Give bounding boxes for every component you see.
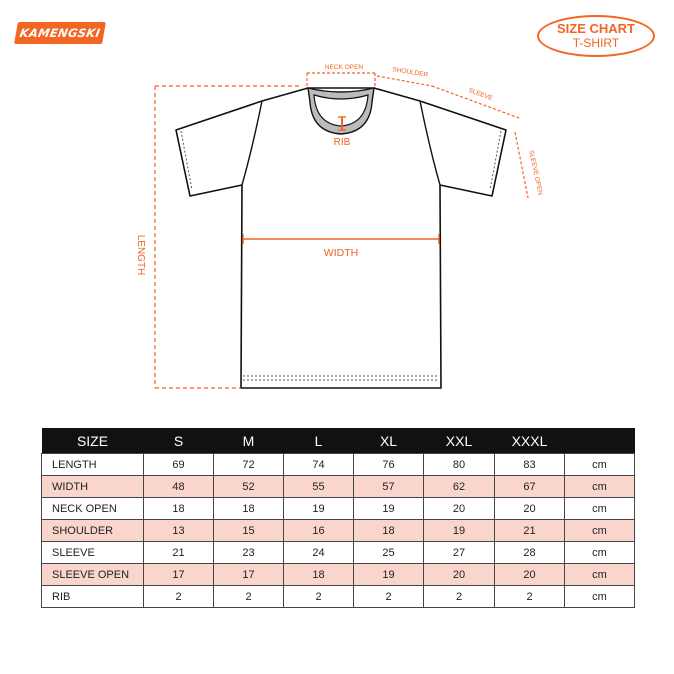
table-cell: 74 (284, 454, 354, 476)
sleeve-label: SLEEVE (467, 86, 494, 103)
header-size: SIZE (42, 428, 144, 454)
table-cell: 27 (424, 542, 495, 564)
table-cell: 62 (424, 476, 495, 498)
table-cell: 2 (424, 586, 495, 608)
table-row (42, 564, 635, 586)
table-cell: 25 (354, 542, 424, 564)
row-label: WIDTH (42, 476, 144, 498)
table-cell: 19 (424, 520, 495, 542)
table-cell: 2 (144, 586, 214, 608)
table-cell: 19 (354, 564, 424, 586)
header-xxl: XXL (424, 428, 495, 454)
shoulder-label: SHOULDER (391, 66, 429, 79)
header-s: S (144, 428, 214, 454)
table-cell: 2 (214, 586, 284, 608)
header-m: M (214, 428, 284, 454)
header-l: L (284, 428, 354, 454)
table-cell: 21 (144, 542, 214, 564)
row-label: SHOULDER (42, 520, 144, 542)
table-header-row (42, 428, 635, 454)
table-cell: 19 (284, 498, 354, 520)
table-cell: 20 (495, 564, 565, 586)
table-cell: 2 (495, 586, 565, 608)
table-cell: 72 (214, 454, 284, 476)
table-cell: 2 (284, 586, 354, 608)
table-cell: 18 (284, 564, 354, 586)
table-cell: 17 (144, 564, 214, 586)
table-cell: 16 (284, 520, 354, 542)
unit-cell: cm (565, 454, 635, 476)
table-cell: 20 (424, 498, 495, 520)
row-label: SLEEVE OPEN (42, 564, 144, 586)
unit-cell: cm (565, 520, 635, 542)
header-xl: XL (354, 428, 424, 454)
table-row (42, 586, 635, 608)
unit-cell: cm (565, 476, 635, 498)
table-cell: 67 (495, 476, 565, 498)
table-cell: 20 (424, 564, 495, 586)
table-cell: 80 (424, 454, 495, 476)
table-row (42, 476, 635, 498)
table-cell: 57 (354, 476, 424, 498)
neck-open-label: NECK OPEN (324, 64, 364, 71)
length-label: LENGTH (135, 234, 146, 276)
table-cell: 28 (495, 542, 565, 564)
table-cell: 52 (214, 476, 284, 498)
unit-cell: cm (565, 542, 635, 564)
table-cell: 83 (495, 454, 565, 476)
table-row (42, 520, 635, 542)
table-cell: 69 (144, 454, 214, 476)
table-cell: 2 (354, 586, 424, 608)
size-table (41, 428, 635, 608)
width-label: WIDTH (323, 247, 359, 259)
table-cell: 13 (144, 520, 214, 542)
table-cell: 24 (284, 542, 354, 564)
table-cell: 17 (214, 564, 284, 586)
badge-title: SIZE CHART (557, 21, 635, 36)
table-cell: 76 (354, 454, 424, 476)
sleeve-open-label: SLEEVE OPEN (527, 149, 544, 196)
table-cell: 18 (214, 498, 284, 520)
unit-cell: cm (565, 498, 635, 520)
table-cell: 15 (214, 520, 284, 542)
row-label: RIB (42, 586, 144, 608)
table-cell: 20 (495, 498, 565, 520)
unit-cell: cm (565, 564, 635, 586)
header-xxxl: XXXL (495, 428, 565, 454)
row-label: LENGTH (42, 454, 144, 476)
sleeve-open-measure (515, 132, 528, 198)
table-cell: 48 (144, 476, 214, 498)
table-cell: 19 (354, 498, 424, 520)
table-row (42, 454, 635, 476)
table-cell: 55 (284, 476, 354, 498)
table-cell: 18 (144, 498, 214, 520)
header-unit (565, 428, 635, 454)
table-cell: 21 (495, 520, 565, 542)
table-row (42, 498, 635, 520)
row-label: SLEEVE (42, 542, 144, 564)
brand-logo: KAMENGSKI (14, 22, 106, 44)
rib-label: RIB (333, 137, 351, 148)
table-row (42, 542, 635, 564)
unit-cell: cm (565, 586, 635, 608)
table-cell: 23 (214, 542, 284, 564)
row-label: NECK OPEN (42, 498, 144, 520)
table-cell: 18 (354, 520, 424, 542)
badge-subtitle: T-SHIRT (572, 36, 620, 50)
